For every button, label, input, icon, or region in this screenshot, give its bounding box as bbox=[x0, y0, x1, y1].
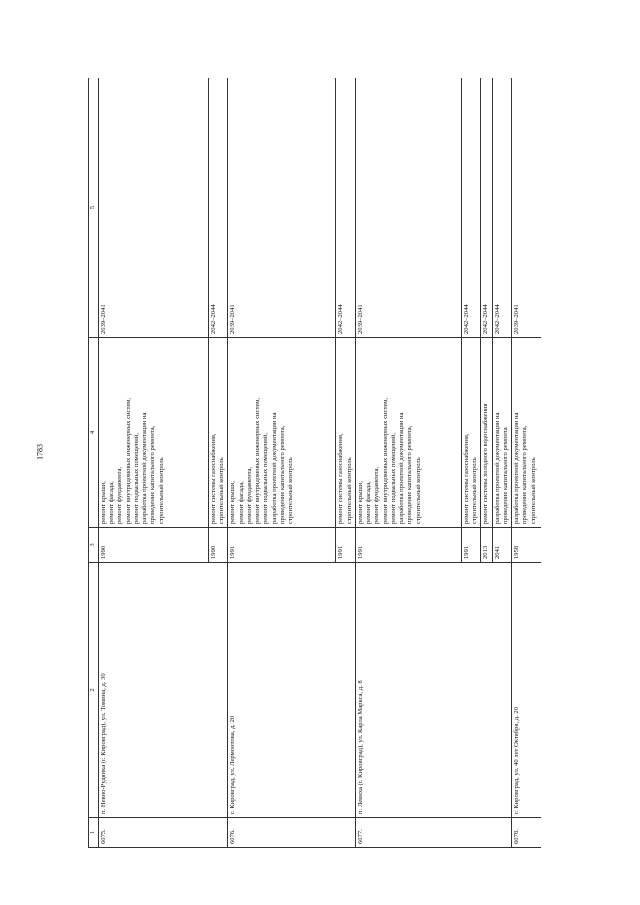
row-address: г. Кировград, ул. 40 лет Октября, д. 20 bbox=[512, 563, 541, 818]
row-year: 1990 bbox=[99, 528, 209, 563]
row-work: ремонт крыши, ремонт фасада, ремонт фундамента, ремонт внутридомовых инженерных систем, ремонт подвальных помещений, разработка проектной документации на проведение капитального ремонта, строительный контроль bbox=[99, 338, 209, 528]
row-work: ремонт системы холодного водоснабжения bbox=[481, 338, 492, 528]
repair-schedule-table-wrap bbox=[88, 78, 541, 848]
row-number: 6075. bbox=[99, 818, 228, 848]
row-year: 2013 bbox=[481, 528, 492, 563]
row-year: 2041 bbox=[492, 528, 511, 563]
row-period: 2042–2044 bbox=[461, 78, 480, 338]
row-year: 1991 bbox=[336, 528, 355, 563]
row-year: 1991 bbox=[228, 528, 336, 563]
row-period: 2042–2044 bbox=[481, 78, 492, 338]
row-year: 1991 bbox=[461, 528, 480, 563]
page-number: 1783 bbox=[35, 444, 45, 460]
row-year: 1990 bbox=[209, 528, 228, 563]
row-period: 2039–2041 bbox=[355, 78, 461, 338]
row-work: разработка проектной документации на проведение капитального ремонта, строительный контроль bbox=[512, 338, 541, 528]
table-row bbox=[99, 78, 209, 848]
row-period: 2039–2041 bbox=[228, 78, 336, 338]
row-address: п. Левиха (г. Кировград), ул. Карла Маркса, д. 8 bbox=[355, 563, 511, 818]
header-col-4: 4 bbox=[89, 338, 99, 528]
row-work: ремонт крыши, ремонт фасада, ремонт фундамента, ремонт внутридомовых инженерных систем, ремонт подвальных помещений, разработка проектной документации на проведение капитального ремонта, строительный контроль bbox=[228, 338, 336, 528]
row-number: 6077. bbox=[355, 818, 511, 848]
row-work: ремонт системы газоснабжения, строительный контроль bbox=[209, 338, 228, 528]
header-col-1: 1 bbox=[89, 818, 99, 848]
row-year: 1958 bbox=[512, 528, 541, 563]
row-address: г. Кировград, ул. Лермонтова, д. 20 bbox=[228, 563, 355, 818]
row-year: 1991 bbox=[355, 528, 461, 563]
row-address: п. Невно-Рудянка (г. Кировград), ул. Томина, д. 30 bbox=[99, 563, 228, 818]
header-col-3: 3 bbox=[89, 528, 99, 563]
row-period: 2042–2044 bbox=[209, 78, 228, 338]
repair-schedule-table bbox=[88, 78, 541, 848]
header-col-2: 2 bbox=[89, 563, 99, 818]
row-period: 2042–2044 bbox=[492, 78, 511, 338]
table-row bbox=[512, 78, 541, 848]
table-row bbox=[355, 78, 461, 848]
row-work: разработка проектной документации на проведение капитального ремонта bbox=[492, 338, 511, 528]
row-period: 2039–2041 bbox=[99, 78, 209, 338]
row-number: 6078. bbox=[512, 818, 541, 848]
row-work: ремонт крыши, ремонт фасада, ремонт фундамента, ремонт внутридомовых инженерных систем, ремонт подвальных помещений, разработка проектной документации на проведение капитального ремонта, строительный контроль bbox=[355, 338, 461, 528]
header-col-5: 5 bbox=[89, 78, 99, 338]
row-work: ремонт системы газоснабжения, строительный контроль bbox=[461, 338, 480, 528]
header-row bbox=[89, 78, 99, 848]
row-number: 6076. bbox=[228, 818, 355, 848]
table-row bbox=[228, 78, 336, 848]
row-work: ремонт системы газоснабжения, строительный контроль bbox=[336, 338, 355, 528]
row-period: 2039–2041 bbox=[512, 78, 541, 338]
row-period: 2042–2044 bbox=[336, 78, 355, 338]
